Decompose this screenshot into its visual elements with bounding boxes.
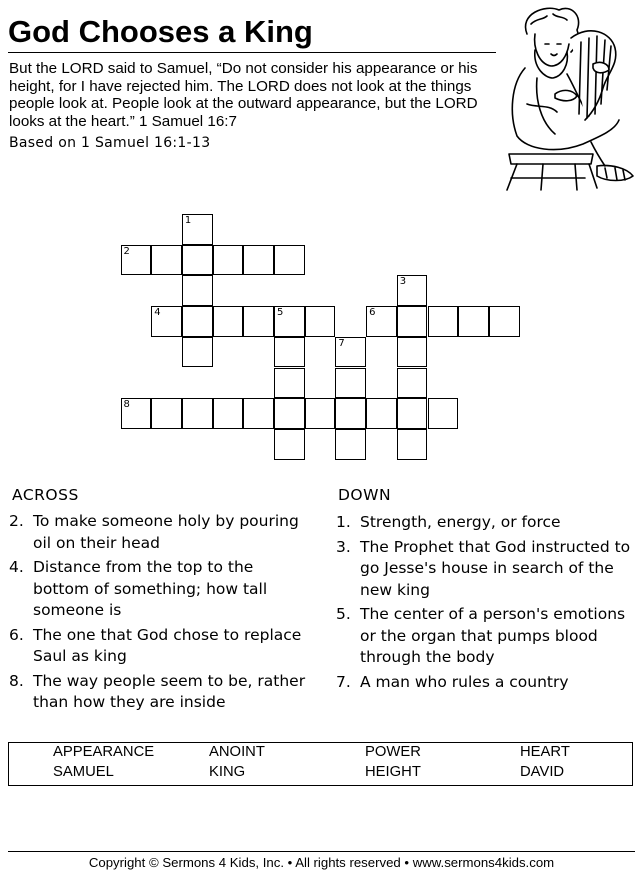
- crossword-cell[interactable]: [489, 306, 520, 337]
- across-clue: [9, 625, 309, 668]
- crossword-cell[interactable]: [335, 398, 366, 429]
- crossword-cell[interactable]: [274, 337, 305, 368]
- scripture-reference: Based on 1 Samuel 16:1-13: [9, 135, 211, 151]
- crossword-cell[interactable]: [397, 337, 428, 368]
- across-clue: [9, 671, 309, 714]
- crossword-cell[interactable]: [182, 398, 213, 429]
- crossword-cell[interactable]: [243, 245, 274, 276]
- down-clue: [336, 604, 636, 669]
- cell-number: 3: [399, 276, 407, 288]
- clue-text: The way people seem to be, rather than how they are inside: [33, 671, 306, 711]
- clue-text: To make someone holy by pouring oil on their head: [33, 512, 299, 552]
- crossword-cell[interactable]: [428, 306, 459, 337]
- crossword-cell[interactable]: [397, 429, 428, 460]
- crossword-cell[interactable]: [458, 306, 489, 337]
- clue-text: The Prophet that God instructed to go Jesse's house in search of the new king: [360, 537, 631, 599]
- crossword-cell[interactable]: [182, 337, 213, 368]
- crossword-cell[interactable]: [397, 398, 428, 429]
- clue-number: 6.: [9, 625, 24, 644]
- crossword-cell[interactable]: [182, 275, 213, 306]
- across-heading: ACROSS: [12, 486, 79, 504]
- down-heading: DOWN: [338, 486, 392, 504]
- crossword-cell[interactable]: [274, 398, 305, 429]
- crossword-cell[interactable]: [182, 245, 213, 276]
- clue-number: 7.: [336, 672, 351, 691]
- cell-number: 1: [184, 215, 192, 226]
- word-bank-word: HEART: [520, 744, 570, 760]
- crossword-cell[interactable]: [397, 275, 428, 306]
- crossword-cell[interactable]: [274, 368, 305, 399]
- page-title: God Chooses a King: [8, 14, 496, 53]
- cell-number: 8: [123, 399, 130, 411]
- down-clue: [336, 672, 636, 694]
- crossword-cell[interactable]: [243, 398, 274, 429]
- crossword-cell[interactable]: [397, 306, 428, 337]
- crossword-cell[interactable]: [151, 245, 182, 276]
- crossword-cell[interactable]: [274, 245, 305, 276]
- down-clue: [336, 537, 636, 602]
- crossword-cell[interactable]: [151, 306, 182, 337]
- across-clue: [9, 511, 309, 554]
- clue-number: 4.: [9, 558, 24, 576]
- crossword-cell[interactable]: [213, 306, 244, 337]
- clue-number: 1.: [336, 513, 351, 531]
- word-bank-word: KING: [209, 764, 246, 780]
- across-clues: [9, 511, 309, 717]
- crossword-cell[interactable]: [366, 306, 397, 337]
- crossword-cell[interactable]: [213, 398, 244, 429]
- clue-text: Strength, energy, or force: [360, 513, 561, 531]
- clue-number: 2.: [9, 512, 24, 530]
- crossword-cell[interactable]: [366, 398, 397, 429]
- crossword-cell[interactable]: [397, 368, 428, 399]
- clue-number: 3.: [336, 537, 351, 556]
- cell-number: 7: [338, 337, 345, 349]
- word-bank-word: POWER: [365, 744, 421, 760]
- crossword-cell[interactable]: [335, 368, 366, 399]
- word-bank-word: HEIGHT: [365, 764, 421, 780]
- word-bank-word: DAVID: [520, 764, 565, 780]
- word-bank-word: ANOINT: [209, 744, 265, 760]
- david-with-harp-illustration: [497, 4, 637, 192]
- cell-number: 4: [154, 307, 161, 319]
- clue-text: The one that God chose to replace Saul as king: [33, 625, 302, 665]
- cell-number: 2: [123, 245, 130, 257]
- word-bank: [8, 742, 633, 786]
- crossword-cell[interactable]: [335, 429, 366, 460]
- clue-text: A man who rules a country: [360, 672, 569, 691]
- cell-number: 5: [277, 307, 284, 319]
- crossword-cell[interactable]: [151, 398, 182, 429]
- bible-quote: But the LORD said to Samuel, “Do not consider his appearance or his height, for I have rejected him. The LORD does not look at the things people look at. People look at the outward appearance, but the LORD looks at the heart.” 1 Samuel 16:7: [9, 60, 478, 130]
- crossword-cell[interactable]: [335, 337, 366, 368]
- word-bank-word: SAMUEL: [53, 764, 114, 780]
- crossword-cell[interactable]: [428, 398, 459, 429]
- crossword-cell[interactable]: [182, 306, 213, 337]
- down-clues: [336, 512, 636, 696]
- clue-number: 5.: [336, 605, 351, 623]
- down-clue: [336, 512, 636, 534]
- crossword-cell[interactable]: [274, 429, 305, 460]
- clue-text: The center of a person's emotions or the organ that pumps blood through the body: [360, 605, 626, 666]
- crossword-cell[interactable]: [274, 306, 305, 337]
- crossword-cell[interactable]: [305, 306, 336, 337]
- crossword-cell[interactable]: [121, 245, 152, 276]
- clue-text: Distance from the top to the bottom of something; how tall someone is: [33, 558, 268, 619]
- crossword-cell[interactable]: [305, 398, 336, 429]
- across-clue: [9, 557, 309, 622]
- crossword-cell[interactable]: [213, 245, 244, 276]
- crossword-cell[interactable]: [182, 214, 213, 245]
- cell-number: 6: [369, 307, 376, 319]
- crossword-cell[interactable]: [243, 306, 274, 337]
- footer-divider: [8, 851, 635, 852]
- copyright-footer: Copyright © Sermons 4 Kids, Inc. • All rights reserved • www.sermons4kids.com: [88, 855, 555, 870]
- word-bank-word: APPEARANCE: [53, 744, 155, 760]
- crossword-cell[interactable]: [121, 398, 152, 429]
- clue-number: 8.: [9, 671, 24, 690]
